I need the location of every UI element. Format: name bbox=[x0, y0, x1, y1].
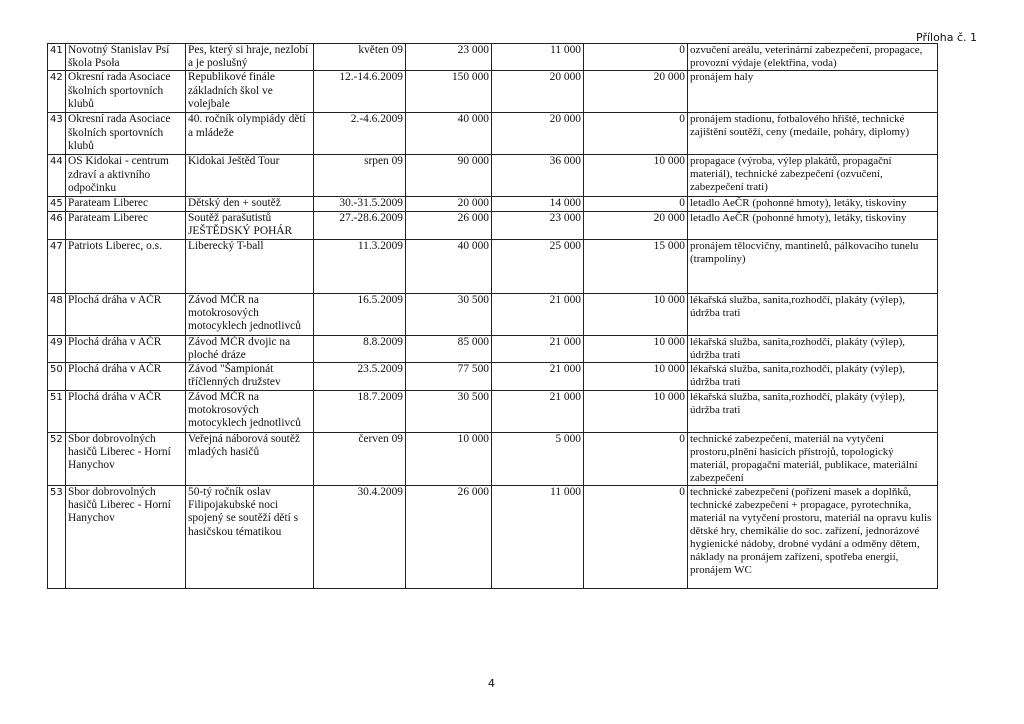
requested-amount-cell: 20 000 bbox=[492, 113, 584, 155]
row-number: 43 bbox=[48, 113, 66, 155]
granted-amount-cell: 0 bbox=[584, 113, 688, 155]
organizer-cell: Sbor dobrovolných hasičů Liberec - Horní Hanychov bbox=[66, 433, 186, 486]
table-row bbox=[48, 335, 938, 362]
annex-label: Příloha č. 1 bbox=[916, 31, 978, 44]
requested-amount-cell: 11 000 bbox=[492, 486, 584, 589]
row-number: 53 bbox=[48, 486, 66, 589]
requested-amount-cell: 23 000 bbox=[492, 211, 584, 239]
purpose-cell: lékařská služba, sanita,rozhodčí, plakáty (výlep), údržba trati bbox=[688, 391, 938, 433]
organizer-cell: Plochá dráha v AČR bbox=[66, 293, 186, 335]
event-cell: 50-tý ročník oslav Filipojakubské noci spojený se soutěží dětí s hasičskou tématikou bbox=[186, 486, 314, 589]
organizer-cell: Novotný Stanislav Psí škola Psoła bbox=[66, 44, 186, 71]
granted-amount-cell: 10 000 bbox=[584, 335, 688, 362]
organizer-cell: Parateam Liberec bbox=[66, 211, 186, 239]
total-cost-cell: 26 000 bbox=[406, 486, 492, 589]
total-cost-cell: 90 000 bbox=[406, 155, 492, 197]
event-cell: Veřejná náborová soutěž mladých hasičů bbox=[186, 433, 314, 486]
requested-amount-cell: 25 000 bbox=[492, 239, 584, 293]
total-cost-cell: 40 000 bbox=[406, 113, 492, 155]
requested-amount-cell: 14 000 bbox=[492, 197, 584, 211]
row-number: 51 bbox=[48, 391, 66, 433]
organizer-cell: Plochá dráha v AČR bbox=[66, 363, 186, 391]
total-cost-cell: 77 500 bbox=[406, 363, 492, 391]
table-row bbox=[48, 155, 938, 197]
table-row bbox=[48, 211, 938, 239]
requested-amount-cell: 36 000 bbox=[492, 155, 584, 197]
requested-amount-cell: 21 000 bbox=[492, 293, 584, 335]
date-cell: 18.7.2009 bbox=[314, 391, 406, 433]
event-cell: Pes, který si hraje, nezlobí a je poslušný bbox=[186, 44, 314, 71]
table-row bbox=[48, 293, 938, 335]
table-row bbox=[48, 113, 938, 155]
table-row bbox=[48, 197, 938, 211]
total-cost-cell: 10 000 bbox=[406, 433, 492, 486]
requested-amount-cell: 21 000 bbox=[492, 363, 584, 391]
total-cost-cell: 26 000 bbox=[406, 211, 492, 239]
granted-amount-cell: 0 bbox=[584, 486, 688, 589]
event-cell: Kidokai Ještěd Tour bbox=[186, 155, 314, 197]
row-number: 47 bbox=[48, 239, 66, 293]
organizer-cell: Sbor dobrovolných hasičů Liberec - Horní Hanychov bbox=[66, 486, 186, 589]
date-cell: 16.5.2009 bbox=[314, 293, 406, 335]
table-row bbox=[48, 71, 938, 113]
date-cell: 30.4.2009 bbox=[314, 486, 406, 589]
event-cell: Liberecký T-ball bbox=[186, 239, 314, 293]
event-cell: Závod MČR dvojic na ploché dráze bbox=[186, 335, 314, 362]
organizer-cell: Plochá dráha v AČR bbox=[66, 335, 186, 362]
purpose-cell: technické zabezpečení (pořízení masek a doplňků, technické zabezpečení + propagace, pyrotechnika, materiál na vytyčení prostoru, materiál na opravu kulis dětské hry, chemikálie do soc. zařízení, jednorázové hygienické nádoby, drobné vydání a odměny dětem, náklady na pronájem zařízení, spotřeba energií, pronájem WC bbox=[688, 486, 938, 589]
row-number: 41 bbox=[48, 44, 66, 71]
row-number: 52 bbox=[48, 433, 66, 486]
total-cost-cell: 20 000 bbox=[406, 197, 492, 211]
table-row bbox=[48, 239, 938, 293]
row-number: 44 bbox=[48, 155, 66, 197]
granted-amount-cell: 0 bbox=[584, 197, 688, 211]
table-row bbox=[48, 433, 938, 486]
organizer-cell: Patriots Liberec, o.s. bbox=[66, 239, 186, 293]
event-cell: Závod MČR na motokrosových motocyklech jednotlivců bbox=[186, 293, 314, 335]
date-cell: 2.-4.6.2009 bbox=[314, 113, 406, 155]
date-cell: 8.8.2009 bbox=[314, 335, 406, 362]
granted-amount-cell: 20 000 bbox=[584, 211, 688, 239]
organizer-cell: Parateam Liberec bbox=[66, 197, 186, 211]
purpose-cell: lékařská služba, sanita,rozhodčí, plakáty (výlep), údržba trati bbox=[688, 293, 938, 335]
requested-amount-cell: 11 000 bbox=[492, 44, 584, 71]
granted-amount-cell: 20 000 bbox=[584, 71, 688, 113]
requested-amount-cell: 21 000 bbox=[492, 335, 584, 362]
purpose-cell: letadlo AeČR (pohonné hmoty), letáky, tiskoviny bbox=[688, 197, 938, 211]
organizer-cell: OS Kidokai - centrum zdraví a aktivního odpočinku bbox=[66, 155, 186, 197]
requested-amount-cell: 20 000 bbox=[492, 71, 584, 113]
granted-amount-cell: 10 000 bbox=[584, 391, 688, 433]
purpose-cell: pronájem tělocvičny, mantinelů, pálkovacího tunelu (trampolíny) bbox=[688, 239, 938, 293]
total-cost-cell: 23 000 bbox=[406, 44, 492, 71]
granted-amount-cell: 0 bbox=[584, 44, 688, 71]
event-cell: Závod "Šampionát tříčlenných družstev bbox=[186, 363, 314, 391]
row-number: 49 bbox=[48, 335, 66, 362]
requested-amount-cell: 21 000 bbox=[492, 391, 584, 433]
granted-amount-cell: 10 000 bbox=[584, 155, 688, 197]
granted-amount-cell: 0 bbox=[584, 433, 688, 486]
purpose-cell: pronájem haly bbox=[688, 71, 938, 113]
event-cell: 40. ročník olympiády dětí a mládeže bbox=[186, 113, 314, 155]
date-cell: 12.-14.6.2009 bbox=[314, 71, 406, 113]
row-number: 42 bbox=[48, 71, 66, 113]
purpose-cell: technické zabezpečení, materiál na vytyčení prostoru,plnění hasicích přístrojů, topologický materiál, propagační materiál, publikace, materiální zabezpečení bbox=[688, 433, 938, 486]
purpose-cell: lékařská služba, sanita,rozhodčí, plakáty (výlep), údržba trati bbox=[688, 363, 938, 391]
grant-table bbox=[47, 43, 938, 589]
granted-amount-cell: 10 000 bbox=[584, 293, 688, 335]
page-number: 4 bbox=[488, 677, 495, 690]
purpose-cell: lékařská služba, sanita,rozhodčí, plakáty (výlep), údržba trati bbox=[688, 335, 938, 362]
total-cost-cell: 85 000 bbox=[406, 335, 492, 362]
organizer-cell: Okresní rada Asociace školních sportovních klubů bbox=[66, 113, 186, 155]
granted-amount-cell: 15 000 bbox=[584, 239, 688, 293]
organizer-cell: Okresní rada Asociace školních sportovních klubů bbox=[66, 71, 186, 113]
row-number: 46 bbox=[48, 211, 66, 239]
table-row bbox=[48, 363, 938, 391]
table-row bbox=[48, 486, 938, 589]
date-cell: květen 09 bbox=[314, 44, 406, 71]
date-cell: srpen 09 bbox=[314, 155, 406, 197]
table-body bbox=[48, 44, 938, 589]
purpose-cell: ozvučení areálu, veterinární zabezpečení, propagace, provozní výdaje (elektřina, voda) bbox=[688, 44, 938, 71]
total-cost-cell: 150 000 bbox=[406, 71, 492, 113]
date-cell: 11.3.2009 bbox=[314, 239, 406, 293]
date-cell: 30.-31.5.2009 bbox=[314, 197, 406, 211]
row-number: 50 bbox=[48, 363, 66, 391]
row-number: 45 bbox=[48, 197, 66, 211]
date-cell: 27.-28.6.2009 bbox=[314, 211, 406, 239]
total-cost-cell: 30 500 bbox=[406, 391, 492, 433]
requested-amount-cell: 5 000 bbox=[492, 433, 584, 486]
event-cell: Dětský den + soutěž bbox=[186, 197, 314, 211]
table-row bbox=[48, 44, 938, 71]
organizer-cell: Plochá dráha v AČR bbox=[66, 391, 186, 433]
purpose-cell: letadlo AeČR (pohonné hmoty), letáky, tiskoviny bbox=[688, 211, 938, 239]
total-cost-cell: 30 500 bbox=[406, 293, 492, 335]
total-cost-cell: 40 000 bbox=[406, 239, 492, 293]
date-cell: červen 09 bbox=[314, 433, 406, 486]
event-cell: Republikové finále základních škol ve volejbale bbox=[186, 71, 314, 113]
purpose-cell: pronájem stadionu, fotbalového hřiště, technické zajištění soutěží, ceny (medaile, poháry, diplomy) bbox=[688, 113, 938, 155]
granted-amount-cell: 10 000 bbox=[584, 363, 688, 391]
event-cell: Závod MČR na motokrosových motocyklech jednotlivců bbox=[186, 391, 314, 433]
date-cell: 23.5.2009 bbox=[314, 363, 406, 391]
event-cell: Soutěž parašutistů JEŠTĚDSKÝ POHÁR bbox=[186, 211, 314, 239]
purpose-cell: propagace (výroba, výlep plakátů, propagační materiál), technické zabezpečení (ozvučení, zabezpečení trati) bbox=[688, 155, 938, 197]
table-row bbox=[48, 391, 938, 433]
row-number: 48 bbox=[48, 293, 66, 335]
